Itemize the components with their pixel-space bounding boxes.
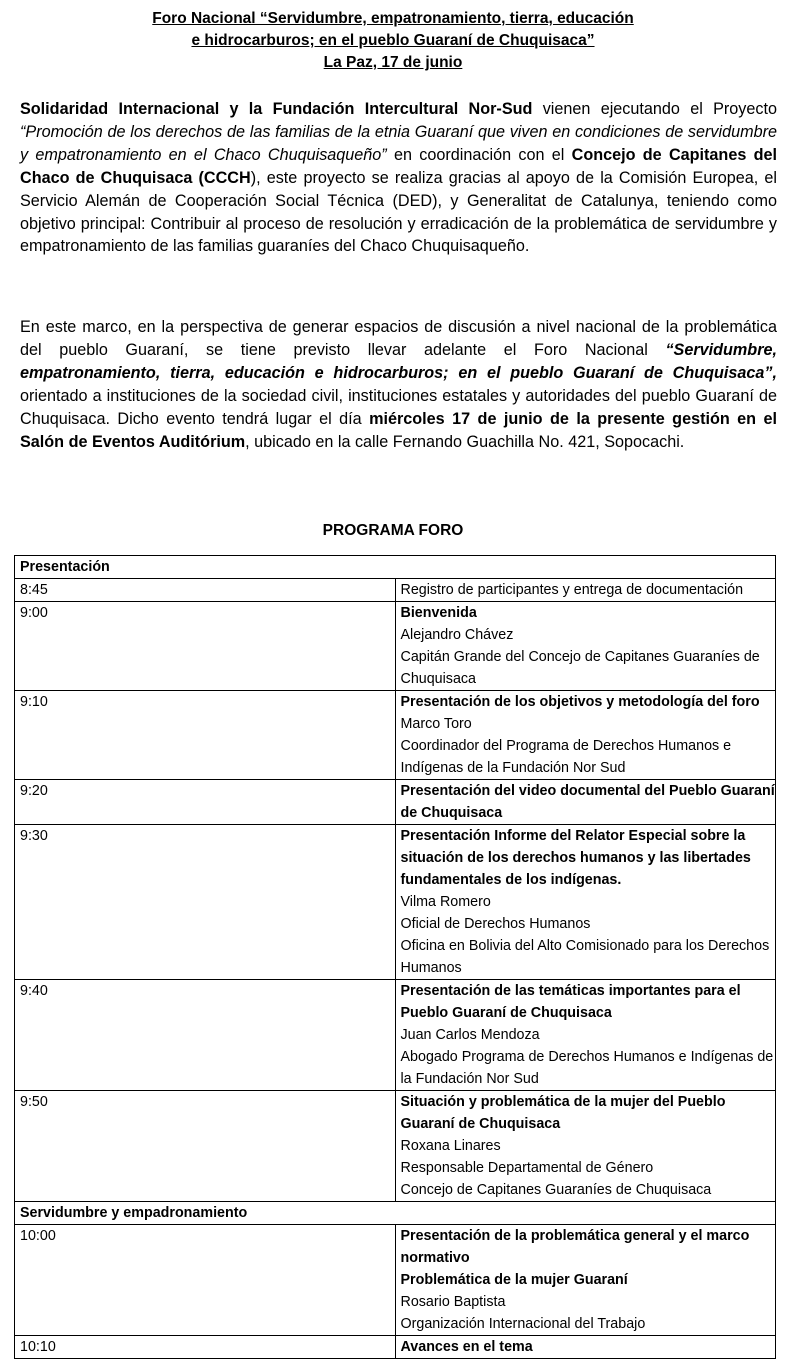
- row-time: 10:00: [15, 1225, 396, 1336]
- activity-title: Presentación de las temáticas importantes para el Pueblo Guaraní de Chuquisaca: [400, 983, 741, 1021]
- speaker-name: Rosario Baptista: [400, 1294, 506, 1310]
- row-activity: Registro de participantes y entrega de documentación: [395, 579, 776, 602]
- para1-text-3: ), este proyecto se realiza gracias al apoyo de la Comisión Europea, el Servicio Alemán de Cooperación Social Técnica (DED), y Generalitat de Catalunya, teniendo como objetivo principal: Contribuir al proceso de resolución y erradicación de la problemática de servidumbre y empatronamiento de las familias guaraníes del Chaco Chuquisaqueño.: [20, 168, 777, 256]
- activity-title: Presentación de la problemática general y el marco normativo: [400, 1228, 750, 1266]
- row-time: 9:20: [15, 780, 396, 825]
- para2-text-3: , ubicado en la calle Fernando Guachilla No. 421, Sopocachi.: [245, 432, 685, 451]
- para1-text-1: vienen ejecutando el Proyecto: [532, 100, 777, 118]
- row-time: 9:30: [15, 825, 396, 980]
- row-activity: [395, 825, 776, 980]
- table-row: [15, 691, 776, 780]
- activity-title: Situación y problemática de la mujer del Pueblo Guaraní de Chuquisaca: [400, 1094, 726, 1132]
- row-time: 8:45: [15, 579, 396, 602]
- activity-title: Presentación del video documental del Pueblo Guaraní de Chuquisaca: [400, 783, 775, 821]
- speaker-name: Roxana Linares: [400, 1138, 501, 1154]
- speaker-role: Capitán Grande del Concejo de Capitanes Guaraníes de Chuquisaca: [400, 649, 760, 687]
- row-activity: [395, 691, 776, 780]
- para1-text-2: en coordinación con el: [386, 145, 572, 164]
- speaker-org: Oficina en Bolivia del Alto Comisionado para los Derechos Humanos: [400, 938, 770, 976]
- activity-title: Avances en el tema: [400, 1339, 533, 1355]
- row-time: 10:10: [15, 1336, 396, 1359]
- project-name: “Promoción de los derechos de las familias de la etnia Guaraní que viven en condiciones de servidumbre y empatronamiento en el Chaco Chuquisaqueño”: [20, 122, 777, 164]
- speaker-role: Abogado Programa de Derechos Humanos e Indígenas de la Fundación Nor Sud: [400, 1049, 774, 1087]
- speaker-name: Alejandro Chávez: [400, 627, 514, 643]
- row-activity: [395, 1336, 776, 1359]
- speaker-role: Oficial de Derechos Humanos: [400, 916, 591, 932]
- document-title: [0, 8, 786, 74]
- speaker-role: Coordinador del Programa de Derechos Humanos e Indígenas de la Fundación Nor Sud: [400, 738, 732, 776]
- table-row: [15, 579, 776, 602]
- program-table: [14, 555, 776, 1359]
- speaker-role: Responsable Departamental de Género: [400, 1160, 654, 1176]
- row-time: 9:40: [15, 980, 396, 1091]
- council-name: Concejo de Capitanes del Chaco de Chuquisaca (CCCH: [20, 145, 778, 187]
- row-time: 9:50: [15, 1091, 396, 1202]
- intro-paragraph: [20, 98, 777, 258]
- section-presentacion: Presentación: [15, 556, 776, 579]
- speaker-org: Concejo de Capitanes Guaraníes de Chuquisaca: [400, 1182, 712, 1198]
- speaker-name: Marco Toro: [400, 716, 472, 732]
- section-servidumbre: Servidumbre y empadronamiento: [15, 1202, 776, 1225]
- row-activity: [395, 1091, 776, 1202]
- activity-title: Presentación de los objetivos y metodología del foro: [400, 694, 760, 710]
- title-line-2: e hidrocarburos; en el pueblo Guaraní de Chuquisaca”: [191, 32, 595, 49]
- row-time: 9:00: [15, 602, 396, 691]
- context-paragraph: [20, 316, 777, 453]
- activity-title: Presentación Informe del Relator Especial sobre la situación de los derechos humanos y las libertades fundamentales de los indígenas.: [400, 828, 751, 888]
- activity-subtitle: Problemática de la mujer Guaraní: [400, 1272, 628, 1288]
- row-activity: [395, 1225, 776, 1336]
- speaker-name: Vilma Romero: [400, 894, 491, 910]
- title-line-3: La Paz, 17 de junio: [323, 54, 463, 71]
- table-row: [15, 1225, 776, 1336]
- speaker-name: Juan Carlos Mendoza: [400, 1027, 540, 1043]
- row-time: 9:10: [15, 691, 396, 780]
- row-activity: [395, 780, 776, 825]
- title-line-1: Foro Nacional “Servidumbre, empatronamiento, tierra, educación: [152, 10, 634, 27]
- section-row: [15, 1202, 776, 1225]
- row-activity: [395, 980, 776, 1091]
- activity-title: Bienvenida: [400, 605, 477, 621]
- event-date-venue: miércoles 17 de junio de la presente gestión en el Salón de Eventos Auditórium: [20, 409, 778, 451]
- program-title: PROGRAMA FORO: [322, 522, 464, 539]
- row-activity: [395, 602, 776, 691]
- para2-text-1: En este marco, en la perspectiva de generar espacios de discusión a nivel nacional de la problemática del pueblo Guaraní, se tiene previsto llevar adelante el Foro Nacional: [20, 318, 777, 359]
- table-row: [15, 602, 776, 691]
- para2-text-2: orientado a instituciones de la sociedad civil, instituciones estatales y autoridades del pueblo Guaraní de Chuquisaca. Dicho evento tendrá lugar el día: [20, 386, 777, 428]
- section-row: [15, 556, 776, 579]
- table-row: [15, 980, 776, 1091]
- table-row: [15, 780, 776, 825]
- speaker-org: Organización Internacional del Trabajo: [400, 1316, 646, 1332]
- table-row: [15, 1091, 776, 1202]
- table-row: [15, 825, 776, 980]
- table-row: [15, 1336, 776, 1359]
- forum-name: “Servidumbre, empatronamiento, tierra, educación e hidrocarburos; en el pueblo Guaraní de Chuquisaca”,: [20, 340, 777, 382]
- organizations: Solidaridad Internacional y la Fundación Intercultural Nor-Sud: [20, 100, 533, 118]
